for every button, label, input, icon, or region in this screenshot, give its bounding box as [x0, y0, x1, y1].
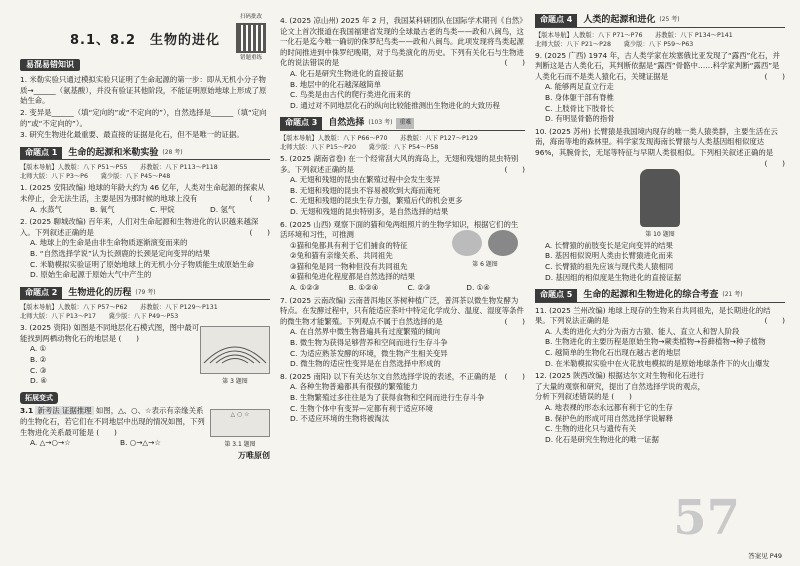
option[interactable]: C. 越简单的生物化石出现在越古老的地层 — [545, 348, 681, 358]
option[interactable]: B. 基因相似说明人类由长臂猿进化而来 — [545, 251, 674, 261]
option[interactable]: D. ④ — [30, 376, 48, 386]
option[interactable]: A. 能够两足直立行走 — [545, 82, 614, 92]
question-6 — [280, 220, 525, 294]
answer-paren[interactable]: ( ) — [96, 427, 117, 437]
section-5-header — [535, 289, 785, 303]
option[interactable]: B. 生物进化的主要历程是原始生物→蕨类植物→苔藓植物→种子植物 — [545, 337, 766, 347]
option[interactable]: C. 生物个体中有变异—定都有利于适应环境 — [290, 403, 433, 413]
option[interactable]: A. 长臂猿的前肢变长是定向变异的结果 — [545, 240, 673, 250]
answer-paren[interactable]: ( ) — [118, 333, 140, 343]
fossil-layer-figure: △ ○ ☆ — [210, 409, 270, 437]
answer-paren[interactable]: ( ) — [764, 316, 785, 326]
question-stem: 9. (2025 广西) 1974 年，古人类学家在埃塞俄比亚发现了“露西”化石，并判断这是古人类化石，其判断依据是“露西”骨骼中……科学家判断“露西”是人类化石而不是类人猿化石，关键证据是 — [535, 50, 780, 81]
option[interactable]: B. 生物繁殖过多往往是为了获得食物和空间而进行生存斗争 — [290, 393, 485, 402]
question-9 — [535, 51, 785, 125]
version-nav: 北师大版：八下 P13～P17 冀少版：八下 P49～P53 — [20, 313, 179, 321]
option[interactable]: D. ①④ — [466, 283, 490, 293]
answer-reference: 答案见 P49 — [748, 552, 782, 560]
answer-paren[interactable]: ( ) — [504, 164, 525, 174]
option[interactable]: B. 地层中的化石越深越简单 — [290, 79, 382, 89]
qr-code-block[interactable] — [232, 14, 270, 62]
option[interactable]: B. ①②④ — [348, 283, 379, 293]
option[interactable]: D. 原始生命起源于原始大气中产生的 — [30, 270, 152, 280]
question-3 — [20, 323, 270, 388]
section-2-tag: 命题点 2 — [20, 287, 62, 300]
cat-photo — [452, 230, 482, 256]
gibbon-fossil-image — [640, 169, 680, 227]
question-3-1 — [20, 406, 270, 451]
figure-caption: 第 10 题图 — [645, 231, 675, 239]
option[interactable]: D. 化石是研究生物进化的唯一证据 — [545, 434, 659, 444]
section-2-name: 生物进化的历程 — [68, 287, 132, 298]
option[interactable]: C. 无翅和残翅的昆虫生存力强，繁殖后代的机会更多 — [290, 196, 463, 206]
strata-figure — [200, 326, 270, 374]
section-4-tag: 命题点 4 — [535, 14, 577, 27]
question-stem: 11. (2025 兰州改编) 地球上现存的生物来自共同祖先，是长期进化的结果。下列说法正确的是 — [535, 305, 771, 326]
point-2: 2. 变异是______（填“定向的”或“不定向的”），自然选择是______（填“定向的”或“不定向的”）。 — [20, 107, 267, 128]
option[interactable]: A. ① — [30, 344, 47, 354]
section-1-name: 生命的起源和米勒实验 — [68, 147, 159, 158]
page-title: 8.1、8.2 生物的进化 — [69, 33, 221, 48]
question-number: 3.1 — [20, 406, 34, 416]
option[interactable]: C. 米勒模拟实验证明了原始地球上的无机小分子物质能生成原始生命 — [30, 259, 255, 269]
qr-bottom-label: 错题重练 — [239, 55, 262, 61]
version-nav: 【版本导航】人教版：八下 P51～P55 苏教版：八下 P113～P118 — [20, 164, 218, 172]
option[interactable]: A. ①②③ — [290, 283, 320, 293]
figure-caption: 第 3.1 题图 — [224, 441, 256, 449]
version-nav: 北师大版：八下 P15～P20 冀少版：八下 P54～P58 — [280, 143, 439, 151]
option[interactable]: B. 微生物为获得足够营养和空间而进行生存斗争 — [290, 338, 448, 348]
section-5-tag: 命题点 5 — [535, 289, 577, 302]
question-stem: 12. (2025 陕西改编) 根据达尔文对生物和化石进行了大量的观察和研究，提出了自然选择学说的观点，分析下列叙述错误的是 — [535, 371, 705, 402]
option[interactable]: C. 上肢骨比下肢骨长 — [545, 103, 614, 113]
section-1-tag: 命题点 1 — [20, 147, 62, 160]
question-stem: 4. (2025 凉山州) 2025 年 2 月，我国某科研团队在国际学术期刊《自然》论文上首次报道在我国福建省发现的全球最古老的鸟类——政和八闽鸟，这一化石是迄今唯一确切的侏罗纪鸟类——政和八闽鸟。此项发现将鸟类起源的时间推进到中侏罗纪晚期，对于鸟类演化的历史。下列有关化石与生物进化的说法错误的是 — [280, 16, 524, 68]
question-10 — [535, 127, 785, 283]
option[interactable]: B. 氧气 — [90, 204, 115, 214]
extension-label: 拓展变式 — [20, 392, 58, 405]
section-5-name: 生命的起源和生物进化的综合考查 — [583, 290, 719, 301]
box-title: 易混易错知识 — [20, 59, 80, 72]
option[interactable]: A. △→○→☆ — [30, 438, 71, 448]
section-3-count: (103 考) — [368, 119, 393, 127]
statement: ④猫和兔进化程度都是自然选择的结果 — [290, 272, 415, 282]
column-middle — [280, 14, 525, 425]
answer-paren[interactable]: ( ) — [764, 158, 785, 168]
option[interactable]: C. ③ — [30, 365, 47, 375]
option[interactable]: D. 通过对不同地层化石的纵向比较能推测出生物进化的大致历程 — [290, 100, 500, 110]
section-1-header — [20, 147, 270, 161]
question-stem: 7. (2025 云南改编) 云南普洱地区茶树种植广泛，普洱茶以微生物发酵为特点。在发酵过程中，只有能适应茶叶中特定化学成分、温度、湿度等条件的微生物才能繁殖。下列观点不属于自然选择的是 — [280, 295, 524, 326]
point-1: 1. 米勒实验只通过模拟实验只证明了生命起源的第一步：即从无机小分子物质→______（氨基酸），并没有验证其他阶段，不能证明原始地球上形成了原始生命。 — [20, 75, 267, 106]
question-stem: 3. (2025 资阳) 如图是不同地层化石模式图，图中最可能找到两栖动物化石的地层是 — [20, 323, 200, 343]
section-5-count: (21 考) — [722, 291, 743, 299]
question-stem: 5. (2025 湖南省卷) 在一个经常刮大风的海岛上，无翅和残翅的昆虫特别多。下列叙述正确的是 — [280, 153, 519, 174]
option[interactable]: A. 地球上的生命是由非生命物质逐渐演变而来的 — [30, 238, 188, 248]
difficulty-badge: 重难 — [396, 118, 414, 129]
page-number: 57 — [673, 490, 740, 546]
answer-paren[interactable]: ( ) — [764, 71, 785, 81]
section-4-name: 人类的起源和进化 — [583, 15, 656, 25]
section-4-count: (25 考) — [659, 16, 680, 23]
answer-paren[interactable]: ( ) — [504, 371, 525, 381]
option[interactable]: A. 在自然界中微生物普遍具有过度繁殖的倾向 — [290, 327, 441, 337]
answer-paren[interactable]: ( ) — [611, 392, 632, 402]
option[interactable]: C. 长臂猿的祖先应该与现代类人猿相同 — [545, 261, 674, 271]
option[interactable]: D. 基因组的相似度是生物进化的直接证据 — [545, 272, 682, 282]
version-nav: 北师大版：八下 P21～P28 冀少版：八下 P59～P63 — [535, 40, 694, 48]
point-3: 3. 研究生物进化最重要、最直接的证据是化石，但不是唯一的证据。 — [20, 130, 244, 140]
question-stem: 10. (2025 苏州) 长臂猿是我国境内现存的唯一类人猿类群，主要生活在云南，海南等地的森林里。科学家发现海南长臂猿与人类基因组相似度达 96%，其腕骨长，无尾等特征与早期人类很相似。下列相关叙述正确的是 — [535, 126, 778, 157]
rabbit-photo — [488, 230, 518, 256]
version-nav: 【版本导航】人教版：八下 P71～P76 苏教版：八下 P134～P141 — [535, 31, 733, 39]
option[interactable]: C. 生物的进化只与遗传有关 — [545, 424, 637, 434]
option[interactable]: B. 无翅和残翅的昆虫不容易被吹到大海而淹死 — [290, 185, 441, 195]
statement: ③猫和兔是同一物种但没有共同祖先 — [290, 261, 408, 271]
option[interactable]: B. ② — [30, 355, 47, 365]
question-8 — [280, 372, 525, 425]
strata-diagram-icon — [202, 327, 268, 367]
option[interactable]: B. “自然选择学说”认为长颈鹿的长颈是定向变异的结果 — [30, 248, 211, 258]
statement: ②兔和猫有亲缘关系、共同祖先 — [290, 251, 393, 261]
option[interactable]: A. 无翅和残翅的昆虫在繁殖过程中会发生变异 — [290, 175, 441, 185]
option[interactable]: C. ②③ — [407, 283, 431, 293]
version-nav: 北师大版：八下 P3～P6 冀少版：八下 P45～P48 — [20, 173, 171, 181]
section-3-tag: 命题点 3 — [280, 117, 322, 130]
question-5 — [280, 154, 525, 218]
option[interactable]: A. 水蒸气 — [30, 204, 62, 214]
figure-caption: 第 3 题图 — [222, 378, 248, 386]
question-12 — [535, 371, 705, 445]
answer-paren[interactable]: ( ) — [504, 316, 525, 326]
version-nav: 【版本导航】人教版：八下 P66～P70 苏教版：八下 P127～P129 — [280, 134, 478, 142]
column-right — [535, 14, 785, 445]
section-3-header — [280, 117, 525, 131]
answer-paren[interactable]: ( ) — [249, 193, 270, 203]
figure-caption: 第 6 题图 — [472, 260, 498, 268]
question-stem: 如图，△、○、☆表示有亲缘关系的生物化石，若它们在不同地层中出现的情况如图，下列生物进化关系最可能是 — [20, 406, 205, 437]
option[interactable]: D. 氢气 — [210, 204, 236, 214]
option[interactable]: C. 鸟类是由古代的爬行类进化而来的 — [290, 90, 411, 100]
option[interactable]: C. 为适应熟茶发酵的环境，微生物产生相关变异 — [290, 348, 448, 358]
section-2-header — [20, 287, 270, 301]
option[interactable]: D. 无翅和残翅的昆虫特别多，是自然选择的结果 — [290, 206, 449, 216]
qr-code-icon — [236, 23, 266, 53]
statement: ①猫和兔都具有利于它们捕食的特征 — [290, 240, 408, 250]
section-4-header — [535, 14, 785, 28]
qr-top-label: 扫码批改 — [239, 14, 262, 20]
option[interactable]: D. 不适应环境的生物将被淘汰 — [290, 414, 390, 424]
option[interactable]: C. 甲烷 — [150, 204, 175, 214]
answer-paren[interactable]: ( ) — [249, 227, 270, 237]
section-2-count: (79 考) — [135, 288, 156, 296]
option[interactable]: B. 身体躯干部有脊椎 — [545, 92, 614, 102]
brand-mark: 万唯原创 — [238, 451, 270, 461]
question-2 — [20, 217, 270, 281]
question-4 — [280, 16, 525, 111]
section-1-count: (28 考) — [162, 148, 183, 156]
option[interactable]: A. 人类的进化大约分为南方古猿、能人、直立人和智人阶段 — [545, 326, 740, 336]
option[interactable]: D. 微生物的适应性变异是在自然选择中形成的 — [290, 359, 441, 369]
option[interactable]: D. 在米勒模拟实验中在火花放电模拟的是原始地球条件下的火山爆发 — [545, 358, 770, 368]
option[interactable]: B. 保护色的形成可用自然选择学说解释 — [545, 413, 674, 423]
version-nav: 【版本导航】人教版：八下 P57～P62 苏教版：八下 P129～P131 — [20, 304, 218, 312]
question-1 — [20, 183, 270, 215]
option[interactable]: B. ○→△→☆ — [120, 438, 161, 448]
option[interactable]: A. 地表裸的形态永远都有利于它的生存 — [545, 403, 673, 413]
question-stem: 1. (2025 安阳改编) 地球的年龄大约为 46 亿年，人类对生命起源的探索从未停止，会无法生活，主要是因为那时候的地球上没有 — [20, 183, 265, 203]
question-7 — [280, 296, 525, 370]
option[interactable]: A. 化石是研究生物进化的直接证据 — [290, 68, 404, 78]
option[interactable]: D. 有明显骨骼的指骨 — [545, 114, 615, 124]
question-stem: 8. (2025 南阳) 以下有关达尔文自然选择学说的表述，不正确的是 — [280, 371, 497, 381]
section-3-name: 自然选择 — [328, 118, 365, 129]
option[interactable]: A. 各种生物普遍都具有很强的繁殖能力 — [290, 382, 418, 392]
column-left — [20, 14, 270, 462]
answer-paren[interactable]: ( ) — [504, 58, 525, 68]
question-11 — [535, 306, 785, 370]
question-stem: 2. (2025 聊城改编) 百年来，人们对生命起源和生物进化的认识越来越深入。下列叙述正确的是 — [20, 217, 259, 237]
question-tags: 新考法 证据推理 — [37, 406, 92, 416]
question-stem: 6. (2025 山西) 观察下面的猫和兔两组照片的生物学知识，根据它们的生活环境和习性，可推测 — [280, 219, 519, 240]
